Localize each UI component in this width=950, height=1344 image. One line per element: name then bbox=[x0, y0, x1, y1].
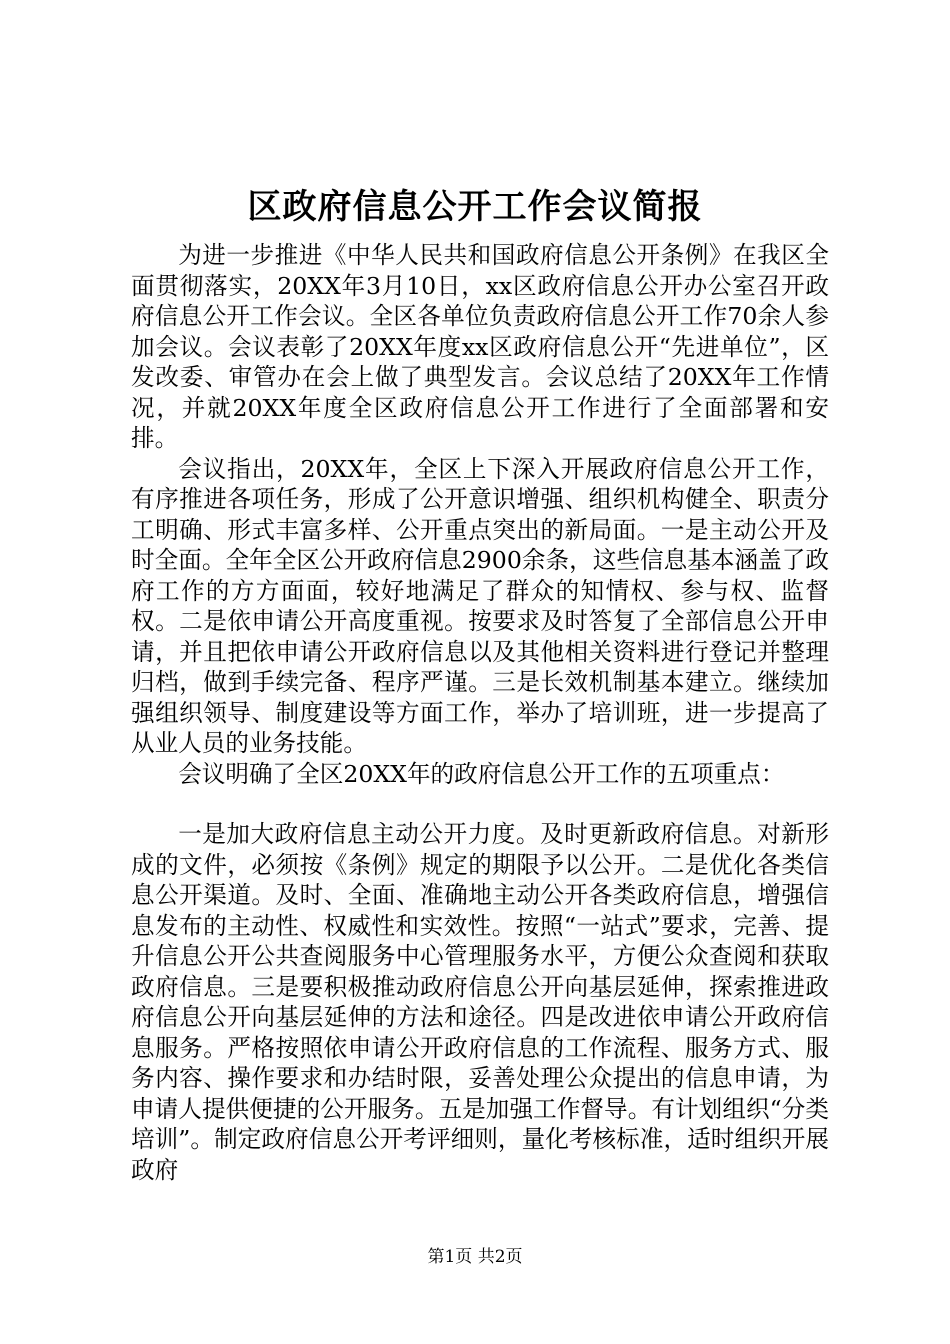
paragraph-intro: 为进一步推进《中华人民共和国政府信息公开条例》在我区全面贯彻落实，20XX年3月10日，xx区政府信息公开办公室召开政府信息公开工作会议。全区各单位负责政府信息公开工作70余人参加会议。会议表彰了20XX年度xx区政府信息公开“先进单位”，区发改委、审管办在会上做了典型发言。会议总结了20XX年工作情况，并就20XX年度全区政府信息公开工作进行了全面部署和安排。 bbox=[131, 241, 829, 452]
page-footer: 第1页 共2页 bbox=[427, 1247, 523, 1267]
paragraph-priorities: 一是加大政府信息主动公开力度。及时更新政府信息。对新形成的文件，必须按《条例》规定的期限予以公开。二是优化各类信息公开渠道。及时、全面、准确地主动公开各类政府信息，增强信息发布的主动性、权威性和实效性。按照“一站式”要求，完善、提升信息公开公共查阅服务中心管理服务水平，方便公众查阅和获取政府信息。三是要积极推动政府信息公开向基层延伸，探索推进政府信息公开向基层延伸的方法和途径。四是改进依申请公开政府信息服务。严格按照依申请公开政府信息的工作流程、服务方式、服务内容、操作要求和办结时限，妥善处理公众提出的信息申请，为申请人提供便捷的公开服务。五是加强工作督导。有计划组织“分类培训”。制定政府信息公开考评细则，量化考核标准，适时组织开展政府 bbox=[131, 820, 829, 1184]
document-title: 区政府信息公开工作会议简报 bbox=[247, 187, 703, 227]
document-body bbox=[131, 240, 829, 1185]
paragraph-summary: 会议指出，20XX年，全区上下深入开展政府信息公开工作，有序推进各项任务，形成了公开意识增强、组织机构健全、职责分工明确、形式丰富多样、公开重点突出的新局面。一是主动公开及时全面。全年全区公开政府信息2900余条，这些信息基本涵盖了政府工作的方方面面，较好地满足了群众的知情权、参与权、监督权。二是依申请公开高度重视。按要求及时答复了全部信息公开申请，并且把依申请公开政府信息以及其他相关资料进行登记并整理归档，做到手续完备、程序严谨。三是长效机制基本建立。继续加强组织领导、制度建设等方面工作，举办了培训班，进一步提高了从业人员的业务技能。 bbox=[131, 454, 829, 757]
paragraph-priorities-heading: 会议明确了全区20XX年的政府信息公开工作的五项重点： bbox=[178, 759, 785, 788]
